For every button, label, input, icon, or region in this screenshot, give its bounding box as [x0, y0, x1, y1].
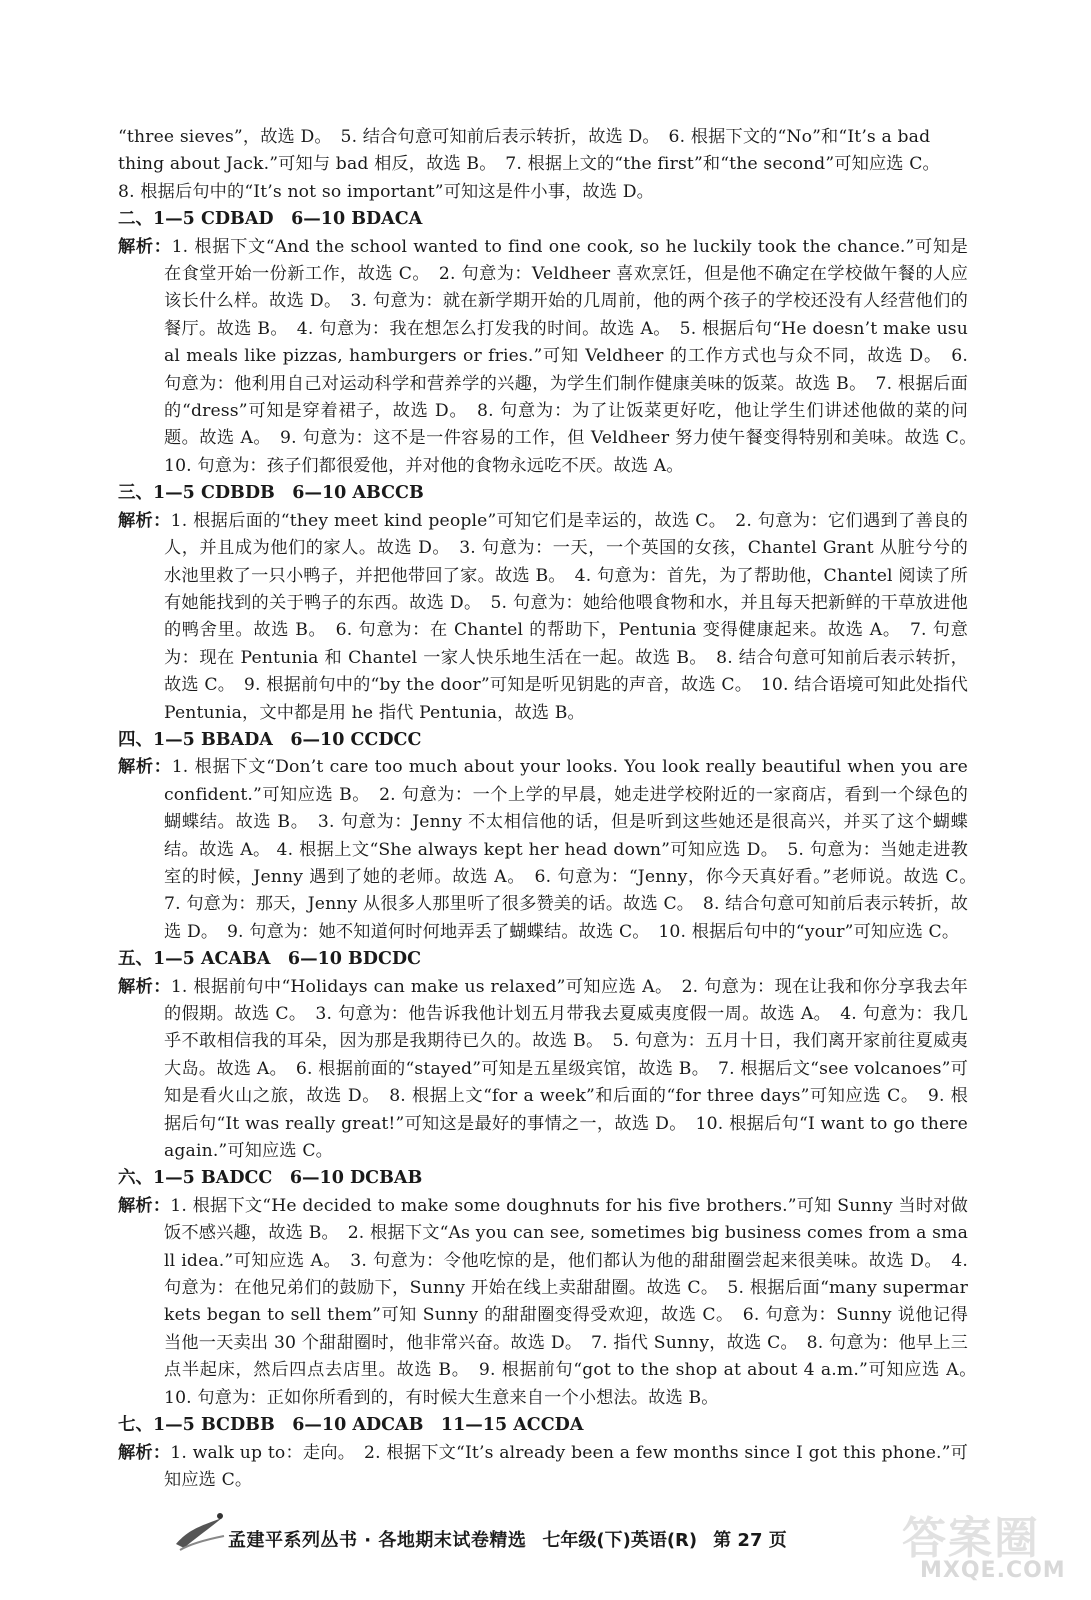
explanation-paragraph [118, 754, 986, 946]
page-body [118, 124, 986, 1494]
explanation-paragraph [118, 974, 968, 1166]
answer-key-heading: 二、1—5 CDBAD 6—10 BDACA [118, 209, 423, 230]
answer-key-heading: 三、1—5 CDBDB 6—10 ABCCB [118, 483, 424, 504]
explanation-label: 解析： [118, 1442, 171, 1463]
answer-key-heading: 四、1—5 BBADA 6—10 CCDCC [118, 729, 422, 750]
explanation-label: 解析： [118, 976, 171, 997]
explanation-paragraph [118, 1193, 986, 1412]
answer-key-heading: 六、1—5 BADCC 6—10 DCBAB [118, 1168, 423, 1189]
section-3 [118, 480, 968, 727]
explanation-paragraph [118, 1440, 968, 1495]
continuation-line: thing about Jack.”可知与 bad 相反，故选 B。 7. 根据上文的“the first”和“the second”可知应选 C。 [118, 154, 940, 175]
footer-series-title: 孟建平系列丛书 · 各地期末试卷精选 [228, 1530, 527, 1551]
footer-grade-subject: 七年级(下)英语(R) [542, 1530, 698, 1551]
explanation-label: 解析： [118, 1195, 171, 1216]
explanation-label: 解析： [118, 757, 172, 778]
section-7 [118, 1412, 968, 1494]
section-4 [118, 727, 986, 946]
answer-key-heading: 七、1—5 BCDBB 6—10 ADCAB 11—15 ACCDA [118, 1415, 584, 1436]
top-continuation [118, 124, 968, 206]
explanation-text: 1. 根据前句中“Holidays can make us relaxed”可知应选 A。 2. 句意为：现在让我和你分享我去年的假期。故选 C。 3. 句意为：他告诉我他计划五月带我去夏威夷度假一周。故选 A。 4. 句意为：我几乎不敢相信我的耳朵，因为那是我期待已久的。故选 B。 5. 句意为：五月十日，我们离开家前往夏威夷大岛。故选 A。 6. 根据前面的“stayed”可知是五星级宾馆，故选 B。 7. 根据后文“see volcanoes”可知是看火山之旅，故选 D。 8. 根据上文“for a week”和后面的“for three days”可知应选 C。 9. 根据后句“It was really great!”可知这是最好的事情之一，故选 D。 10. 根据后句“I want to go there again.”可知应选 C。 [164, 976, 968, 1162]
watermark-url: MXQE.COM [920, 1558, 1066, 1583]
explanation-paragraph [118, 508, 968, 727]
section-6 [118, 1165, 986, 1412]
explanation-label: 解析： [118, 236, 172, 257]
answer-key-heading: 五、1—5 ACABA 6—10 BDCDC [118, 949, 422, 970]
continuation-line: “three sieves”，故选 D。 5. 结合句意可知前后表示转折，故选 D。 6. 根据下文的“No”和“It’s a bad [118, 127, 931, 147]
explanation-label: 解析： [118, 510, 171, 531]
section-5 [118, 946, 968, 1165]
watermark-logo-text: 答案圈 [902, 1513, 1040, 1564]
section-2 [118, 206, 986, 480]
explanation-paragraph [118, 234, 986, 481]
explanation-text: 1. walk up to：走向。 2. 根据下文“It’s already been a few months since I got this phone.”可知应选 C。 [164, 1442, 968, 1490]
continuation-line: 8. 根据后句中的“It’s not so important”可知这是件小事，故选 D。 [118, 181, 654, 202]
explanation-text: 1. 根据下文“Don’t care too much about your looks. You look really beautiful when you are confident.”可知应选 B。 2. 句意为：一个上学的早晨，她走进学校附近的一家商店，看到一个绿色的蝴蝶结。故选 B。 3. 句意为：Jenny 不太相信他的话，但是听到这些她还是很高兴，并买了这个蝴蝶结。故选 A。 4. 根据上文“She always kept her head down”可知应选 D。 5. 句意为：当她走进教室的时候，Jenny 遇到了她的老师。故选 A。 6. 句意为：“Jenny，你今天真好看。”老师说。故选 C。 7. 句意为：那天，Jenny 从很多人那里听了很多赞美的话。故选 C。 8. 结合句意可知前后表示转折，故选 D。 9. 句意为：她不知道何时何地弄丢了蝴蝶结。故选 C。 10. 根据后句中的“your”可知应选 C。 [164, 757, 986, 942]
explanation-text: 1. 根据下文“He decided to make some doughnuts for his five brothers.”可知 Sunny 当时对做饭不感兴趣，故选 B。 2. 根据下文“As you can see, sometimes big business comes from a small idea.”可知应选 A。 3. 句意为：令他吃惊的是，他们都认为他的甜甜圈尝起来很美味。故选 D。 4. 句意为：在他兄弟们的鼓励下，Sunny 开始在线上卖甜甜圈。故选 C。 5. 根据后面“many supermarkets began to sell them”可知 Sunny 的甜甜圈变得受欢迎，故选 C。 6. 句意为：Sunny 说他记得当他一天卖出 30 个甜甜圈时，他非常兴奋。故选 D。 7. 指代 Sunny，故选 C。 8. 句意为：他早上三点半起床，然后四点去店里。故选 B。 9. 根据前句“got to the shop at about 4 a.m.”可知应选 A。 10. 句意为：正如你所看到的，有时候大生意来自一个小想法。故选 B。 [164, 1195, 986, 1408]
watermark [880, 1500, 1080, 1590]
footer-page-number: 第 27 页 [713, 1530, 787, 1551]
page-footer [168, 1519, 948, 1559]
explanation-text: 1. 根据下文“And the school wanted to find one cook, so he luckily took the chance.”可知是在食堂开始一份新工作，故选 C。 2. 句意为：Veldheer 喜欢烹饪，但是他不确定在学校做午餐的人应该长什么样。故选 D。 3. 句意为：就在新学期开始的几周前，他的两个孩子的学校还没有人经营他们的餐厅。故选 B。 4. 句意为：我在想怎么打发我的时间。故选 A。 5. 根据后句“He doesn’t make usual meals like pizzas, hamburgers or fries.”可知 Veldheer 的工作方式也与众不同，故选 D。 6. 句意为：他利用自己对运动科学和营养学的兴趣，为学生们制作健康美味的饭菜。故选 B。 7. 根据后面的“dress”可知是穿着裙子，故选 D。 8. 句意为：为了让饭菜更好吃，他让学生们讲述他做的菜的问题。故选 A。 9. 句意为：这不是一件容易的工作，但 Veldheer 努力使午餐变得特别和美味。故选 C。 10. 句意为：孩子们都很爱他，并对他的食物永远吃不厌。故选 A。 [164, 236, 986, 476]
explanation-text: 1. 根据后面的“they meet kind people”可知它们是幸运的，故选 C。 2. 句意为：它们遇到了善良的人，并且成为他们的家人。故选 D。 3. 句意为：一天，一个英国的女孩，Chantel Grant 从脏兮兮的水池里救了一只小鸭子，并把他带回了家。故选 B。 4. 句意为：首先，为了帮助他，Chantel 阅读了所有她能找到的关于鸭子的东西。故选 D。 5. 句意为：她给他喂食物和水，并且每天把新鲜的干草放进他的鸭舍里。故选 B。 6. 句意为：在 Chantel 的帮助下，Pentunia 变得健康起来。故选 A。 7. 句意为：现在 Pentunia 和 Chantel 一家人快乐地生活在一起。故选 B。 8. 结合句意可知前后表示转折，故选 C。 9. 根据前句中的“by the door”可知是听见钥匙的声音，故选 C。 10. 结合语境可知此处指代 Pentunia，文中都是用 he 指代 Pentunia，故选 B。 [164, 510, 968, 723]
